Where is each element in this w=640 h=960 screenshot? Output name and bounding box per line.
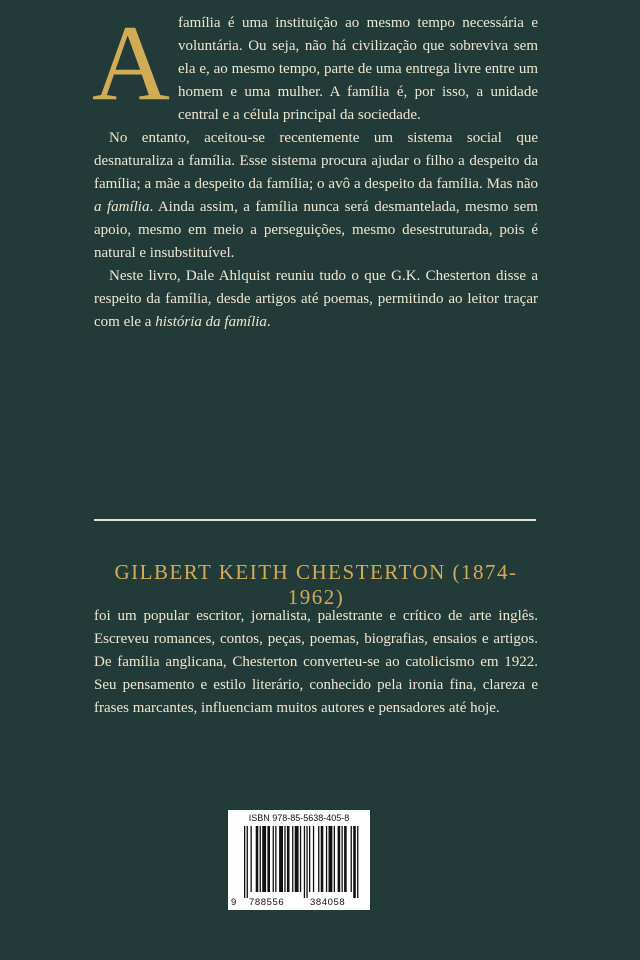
blurb — [92, 4, 538, 334]
divider-line — [94, 519, 536, 521]
blurb-paragraph-2-end: . Ainda assim, a família nunca será desmantelada, mesmo sem apoio, mesmo em meio a perseguições, mesmo desestruturada, pois é natural e insubstituível. — [94, 199, 538, 261]
author-bio-text: foi um popular escritor, jornalista, palestrante e crítico de arte inglês. Escreveu romances, contos, peças, poemas, biografias, ensaios e artigos. De família anglicana, Chesterton converteu-se ao catolicismo em 1922. Seu pensamento e estilo literário, conhecido pela ironia fina, clareza e frases marcantes, influenciam muitos autores e pensadores até hoje. — [94, 608, 538, 716]
isbn-label: ISBN 978-85-5638-405-8 — [248, 813, 350, 823]
blurb-paragraph-3-start: Neste livro, Dale Ahlquist reuniu tudo o que G.K. Chesterton disse a respeito da família, desde artigos até poemas, permitindo ao leitor traçar com ele a — [94, 268, 538, 330]
isbn-barcode — [228, 810, 370, 910]
barcode-bars-icon — [238, 826, 360, 898]
blurb-paragraph-3 — [94, 265, 538, 334]
blurb-paragraph-2-start: No entanto, aceitou-se recentemente um sistema social que desnaturaliza a família. Esse sistema procura ajudar o filho a despeito da família; a mãe a despeito da família; o avô a despeito da família. Mas não — [94, 130, 538, 192]
blurb-paragraph-2 — [94, 127, 538, 265]
author-bio — [94, 605, 538, 720]
barcode-digit-first: 9 — [231, 897, 237, 908]
author-name: GILBERT KEITH CHESTERTON (1874-1962) — [114, 560, 518, 609]
blurb-paragraph-1 — [92, 4, 538, 127]
blurb-paragraph-2-italic: a família — [94, 199, 150, 215]
barcode-digits-right: 384058 — [310, 897, 346, 908]
drop-cap: A — [92, 4, 170, 123]
blurb-paragraph-1-text: família é uma instituição ao mesmo tempo necessária e voluntária. Ou seja, não há civilização que sobreviva sem ela e, ao mesmo tempo, parte de uma entrega livre entre um homem e uma mulher. A família é, por isso, a unidade central e a célula principal da sociedade. — [178, 15, 538, 123]
barcode-digits-left: 788556 — [249, 897, 285, 908]
blurb-paragraph-3-italic: história da família — [155, 314, 267, 330]
blurb-paragraph-3-end: . — [266, 314, 271, 330]
